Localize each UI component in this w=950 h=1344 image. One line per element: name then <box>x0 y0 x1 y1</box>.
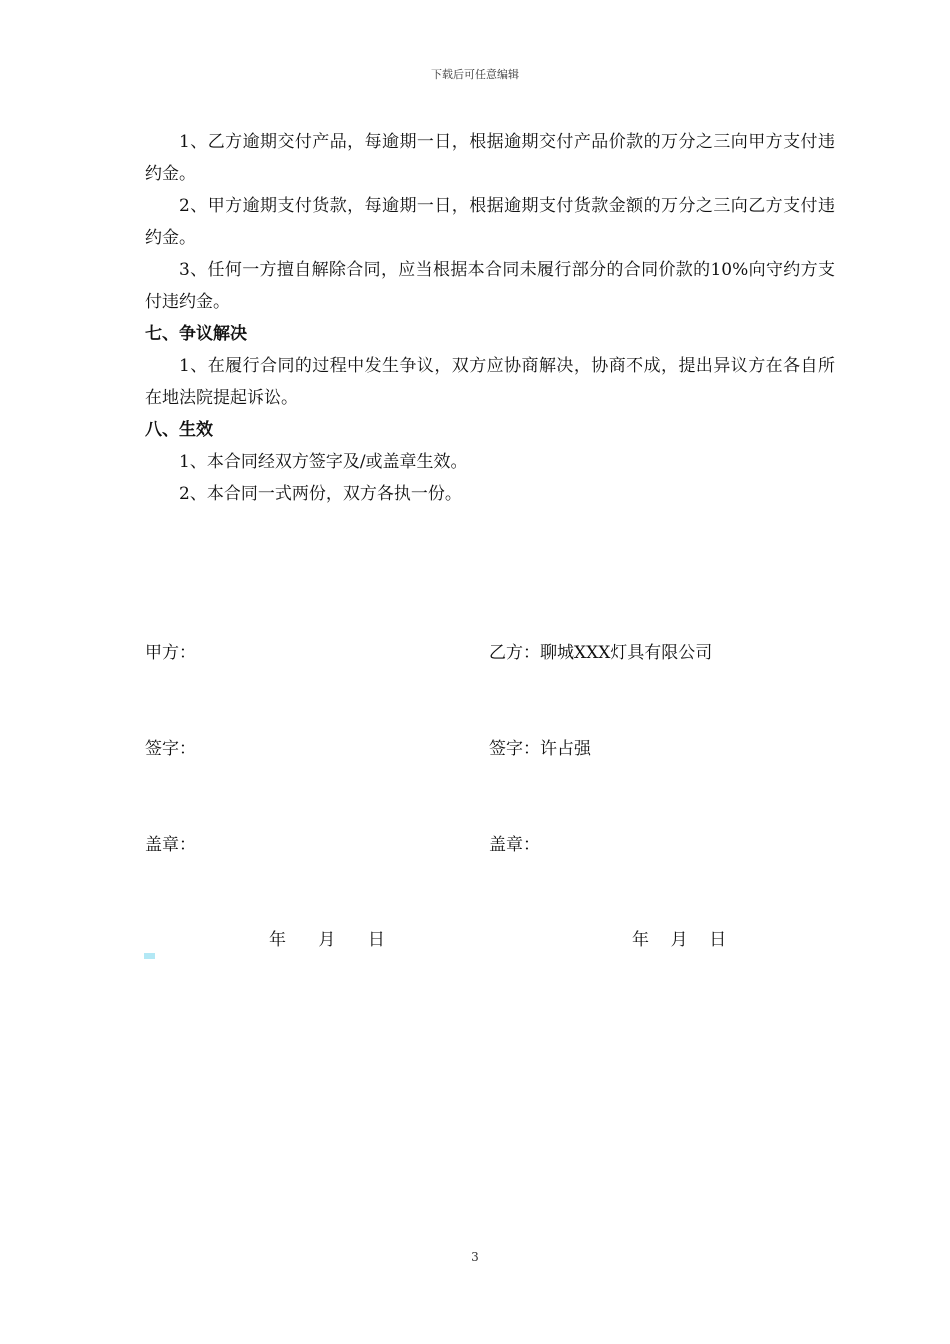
page-header: 下载后可任意编辑 <box>431 68 519 81</box>
clause-6-2-text: 2、甲方逾期支付货款，每逾期一日，根据逾期支付货款金额的万分之三向乙方支付违约金。 <box>145 196 835 248</box>
clause-8-2 <box>145 478 835 510</box>
clause-8-2-text: 2、本合同一式两份，双方各执一份。 <box>179 484 462 504</box>
party-a-sign-line <box>145 737 196 761</box>
section-7-heading: 七、争议解决 <box>145 324 247 344</box>
clause-8-1-text: 1、本合同经双方签字及/或盖章生效。 <box>179 452 468 472</box>
clause-7-1-text: 1、在履行合同的过程中发生争议，双方应协商解决，协商不成，提出异议方在各自所在地法院提起诉讼。 <box>145 356 835 408</box>
party-b-label: 乙方： <box>489 643 540 663</box>
party-a-sign-label: 签字： <box>145 739 196 759</box>
text-cursor-marker <box>144 953 155 959</box>
party-b-date: 年 月 日 <box>632 930 727 950</box>
party-a-date: 年 月 日 <box>269 930 385 950</box>
party-a-seal-label: 盖章： <box>145 835 196 855</box>
clause-6-1-text: 1、乙方逾期交付产品，每逾期一日，根据逾期交付产品价款的万分之三向甲方支付违约金。 <box>145 132 835 184</box>
section-8-heading: 八、生效 <box>145 420 213 440</box>
party-a-label: 甲方： <box>145 643 196 663</box>
clause-8-1 <box>145 446 835 478</box>
party-b-seal-line <box>489 833 540 857</box>
party-b-sign-value: 许占强 <box>540 739 591 759</box>
party-a-seal-line <box>145 833 196 857</box>
party-b-value: 聊城XXX灯具有限公司 <box>540 643 713 663</box>
party-b-line <box>489 641 712 665</box>
clause-6-3-text: 3、任何一方擅自解除合同，应当根据本合同未履行部分的合同价款的10%向守约方支付违约金。 <box>145 260 835 312</box>
clause-6-3 <box>145 254 835 318</box>
party-b-sign-line <box>489 737 591 761</box>
party-a-line <box>145 641 196 665</box>
clause-6-2 <box>145 190 835 254</box>
page-number: 3 <box>471 1250 479 1264</box>
clause-7-1 <box>145 350 835 414</box>
clause-6-1 <box>145 126 835 190</box>
party-b-sign-label: 签字： <box>489 739 540 759</box>
party-b-seal-label: 盖章： <box>489 835 540 855</box>
